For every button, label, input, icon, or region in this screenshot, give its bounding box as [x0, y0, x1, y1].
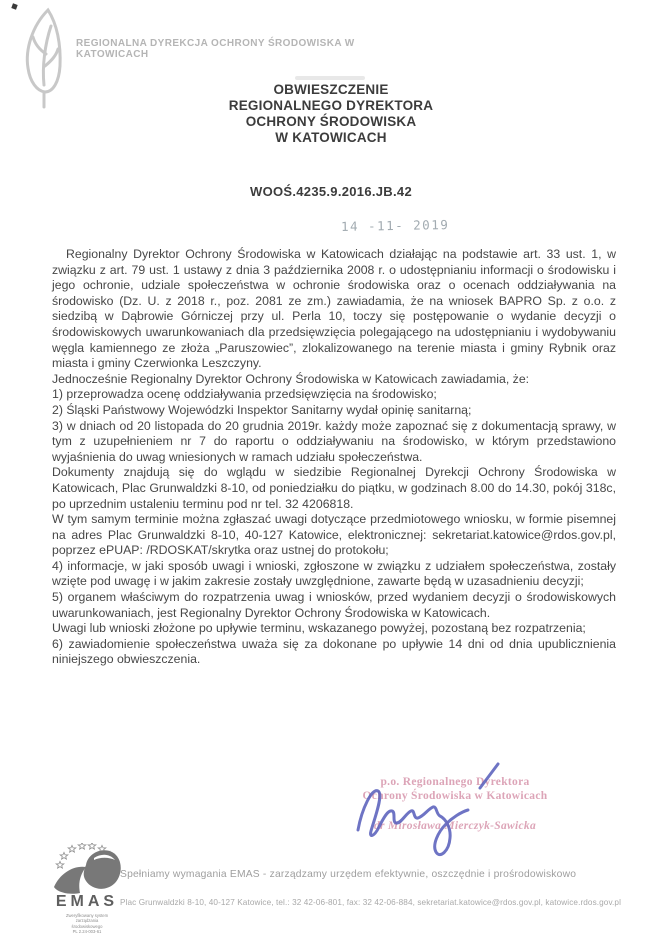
body-paragraph: Regionalny Dyrektor Ochrony Środowiska w Katowicach działając na podstawie art. 33 ust. 1, w związku z art. 79 ust. 1 ustawy z dnia 3 października 2008 r. o udostępnianiu informacji o środowisku i jego ochronie, udziale społeczeństwa w ochronie środowiska oraz o ocenach oddziaływania na środowisko (Dz. U. z 2018 r., poz. 2081 ze zm.) zawiadamia, że na wniosek BAPRO Sp. z o.o. z siedzibą w Dąbrowie Górniczej przy ul. Perla 10, toczy się postępowanie o wydanie decyzji o środowiskowych uwarunkowaniach dla przedsięwzięcia polegającego na udostępnianiu i wydobywaniu węgla kamiennego ze złoża „Paruszowiec”, zlokalizowanego na terenie miasta i gminy Rybnik oraz miasta i gminy Czerwionka Leszczyny.: [52, 247, 616, 371]
scan-smudge: [295, 76, 365, 80]
emas-small-line: PL 2.24-003-61: [72, 929, 102, 935]
body-paragraph: 3) w dniach od 20 listopada do 20 grudnia 2019r. każdy może zapoznać się z dokumentacją sprawy, w tym z uzupełnieniem nr 7 do raportu o oddziaływaniu na środowisko, w którym przedstawiono wyjaśnienia do uwag wniesionych w ramach udziału społeczeństwa.: [52, 418, 616, 464]
emas-registration-text: [42, 913, 132, 935]
handwritten-signature: [338, 758, 518, 866]
body-paragraph: 5) organem właściwym do rozpatrzenia uwag i wniosków, przed wydaniem decyzji o środowiskowych uwarunkowaniach, jest Regionalny Dyrektor Ochrony Środowiska w Katowicach.: [52, 590, 616, 620]
footer-emas-slogan: Spełniamy wymagania EMAS - zarządzamy urzędem efektywnie, oszczędnie i prośrodowiskowo: [120, 869, 577, 880]
org-name: REGIONALNA DYREKCJA OCHRONY ŚRODOWISKA W KATOWICACH: [76, 38, 355, 60]
document-title: [0, 82, 662, 146]
body-paragraph: Jednocześnie Regionalny Dyrektor Ochrony Środowiska w Katowicach zawiadamia, że:: [52, 371, 530, 386]
title-line-3: OCHRONY ŚRODOWISKA: [245, 114, 417, 129]
emas-symbol-icon: [52, 843, 124, 899]
emas-small-line: środowiskowego: [71, 923, 103, 929]
stamp-signer-name: dr Mirosława Mierczyk-Sawicka: [373, 820, 537, 832]
stamp-title-line-1: p.o. Regionalnego Dyrektora: [380, 776, 530, 788]
case-reference-number: WOOŚ.4235.9.2016.JB.42: [250, 184, 412, 199]
body-paragraph: Dokumenty znajdują się do wglądu w siedzibie Regionalnej Dyrekcji Ochrony Środowiska w Katowicach, Plac Grunwaldzki 8-10, od poniedziałku do piątku, w godzinach 8.00 do 14.30, pokój 318c, po uprzednim ustaleniu terminu pod nr tel. 32 4206818.: [52, 465, 616, 511]
title-line-1: OBWIESZCZENIE: [273, 82, 389, 97]
emas-small-line: zarządzania: [75, 918, 99, 924]
emas-small-line: Zweryfikowany system: [65, 913, 109, 918]
date-stamp: 14 -11- 2019: [340, 217, 450, 234]
document-body: [52, 247, 616, 668]
title-line-2: REGIONALNEGO DYREKTORA: [228, 98, 434, 113]
body-paragraph: 1) przeprowadza ocenę oddziaływania przedsięwzięcia na środowisko;: [52, 387, 437, 402]
emas-word: EMAS: [55, 893, 119, 910]
stamp-title-line-2: Ochrony Środowiska w Katowicach: [362, 789, 548, 802]
body-paragraph: 2) Śląski Państwowy Wojewódzki Inspektor Sanitarny wydał opinię sanitarną;: [52, 402, 472, 417]
body-paragraph: W tym samym terminie można zgłaszać uwagi dotyczące przedmiotowego wniosku, w formie pisemnej na adres Plac Grunwaldzki 8-10, 40-127 Katowice, elektronicznej: sekretariat.katowice@rdos.gov.pl, poprzez ePUAP: /RDOSKAT/skrytka oraz ustnej do protokołu;: [52, 512, 616, 558]
body-paragraph: Uwagi lub wnioski złożone po upływie terminu, wskazanego powyżej, pozostaną bez rozpatrzenia;: [52, 621, 586, 636]
title-line-4: W KATOWICACH: [275, 130, 387, 145]
body-paragraph: 6) zawiadomienie społeczeństwa uważa się za dokonane po upływie 14 dni od dnia upublicznienia niniejszego obwieszczenia.: [52, 636, 616, 667]
footer-contact-info: Plac Grunwaldzki 8-10, 40-127 Katowice, tel.: 32 42-06-801, fax: 32 42-06-884, sekretariat.katowice@rdos.gov.pl, katowice.rdos.gov.pl: [120, 898, 621, 907]
scan-artifact-dot: [11, 3, 17, 9]
body-paragraph: 4) informacje, w jaki sposób uwagi i wnioski, zgłoszone w związku z udziałem społeczeństwa, zostały wzięte pod uwagę i w jakim zakresie zostały uwzględnione, zawarte będą w uzasadnieniu decyzji;: [52, 558, 616, 589]
emas-logo: [32, 843, 142, 939]
